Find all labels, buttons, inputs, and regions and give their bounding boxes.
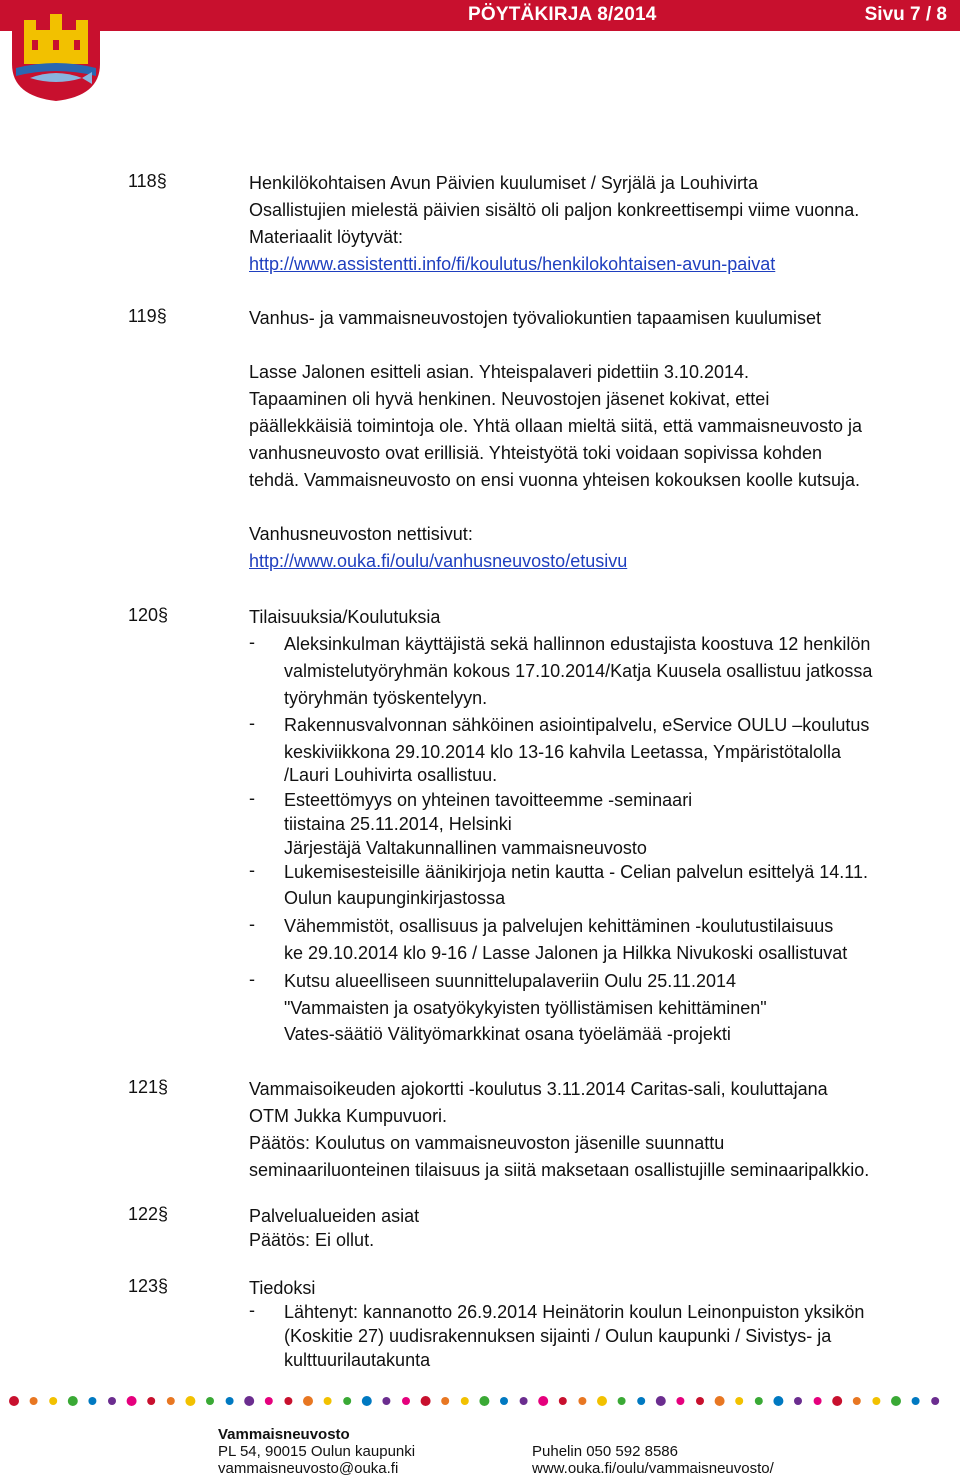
decorative-dot bbox=[461, 1397, 469, 1405]
section-122-number: 122§ bbox=[128, 1204, 169, 1224]
s119-line-3: päällekkäisiä toimintoja ole. Yhtä ollaan mieltä siitä, että vammaisneuvosto ja bbox=[249, 416, 862, 436]
s120-item-6-line-1: Kutsu alueelliseen suunnittelupalaveriin Oulu 25.11.2014 bbox=[284, 971, 736, 991]
decorative-dot bbox=[676, 1397, 684, 1405]
decorative-dot bbox=[147, 1397, 155, 1405]
section-119-number: 119§ bbox=[128, 306, 167, 326]
s120-item-5-line-2: ke 29.10.2014 klo 9-16 / Lasse Jalonen ja Hilkka Nivukoski osallistuvat bbox=[284, 943, 848, 963]
s121-line-2: OTM Jukka Kumpuvuori. bbox=[249, 1106, 448, 1126]
s120-item-2-line-1: Rakennusvalvonnan sähköinen asiointipalvelu, eService OULU –koulutus bbox=[284, 715, 870, 735]
decorative-dot bbox=[931, 1397, 939, 1405]
decorative-dot bbox=[715, 1396, 725, 1406]
s123-item-line-1: Lähtenyt: kannanotto 26.9.2014 Heinätorin koulun Leinonpuiston yksikön bbox=[284, 1302, 865, 1322]
s120-title: Tilaisuuksia/Koulutuksia bbox=[249, 607, 441, 627]
decorative-dot bbox=[773, 1396, 783, 1406]
decorative-dot bbox=[618, 1397, 626, 1405]
s119-title: Vanhus- ja vammaisneuvostojen työvaliokuntien tapaamisen kuulumiset bbox=[249, 308, 821, 328]
section-121-number: 121§ bbox=[128, 1077, 169, 1097]
decorative-dot bbox=[244, 1396, 254, 1406]
s120-item-3-dash: - bbox=[249, 788, 255, 808]
s118-line-2: Osallistujien mielestä päivien sisältö oli paljon konkreettisempi viime vuonna. bbox=[249, 200, 860, 220]
s121-line-4: seminaariluonteinen tilaisuus ja siitä maksetaan osallistujille seminaaripalkkio. bbox=[249, 1160, 870, 1180]
decorative-dot bbox=[362, 1396, 372, 1406]
footer-email[interactable]: vammaisneuvosto@ouka.fi bbox=[218, 1460, 399, 1477]
s119-line-5: tehdä. Vammaisneuvosto on ensi vuonna yhteisen kokouksen koolle kutsuja. bbox=[249, 470, 861, 490]
decorative-dot bbox=[9, 1396, 19, 1406]
s120-item-3-line-2: tiistaina 25.11.2014, Helsinki bbox=[284, 814, 512, 834]
s120-item-6-line-2: "Vammaisten ja osatyökykyisten työllistämisen kehittäminen" bbox=[284, 998, 767, 1018]
s120-item-1-line-1: Aleksinkulman käyttäjistä sekä hallinnon edustajista koostuva 12 henkilön bbox=[284, 634, 871, 654]
decorative-dot bbox=[343, 1397, 351, 1405]
s118-line-1: Henkilökohtaisen Avun Päivien kuulumiset / Syrjälä ja Louhivirta bbox=[249, 173, 758, 193]
s120-item-1-line-3: työryhmän työskentelyyn. bbox=[284, 688, 488, 708]
decorative-dot bbox=[127, 1396, 137, 1406]
s120-item-6-dash: - bbox=[249, 969, 255, 989]
decorative-dot bbox=[30, 1397, 38, 1405]
decorative-dot bbox=[441, 1397, 449, 1405]
decorative-dot bbox=[402, 1397, 410, 1405]
decorative-dot bbox=[265, 1397, 273, 1405]
decorative-dot bbox=[872, 1397, 880, 1405]
footer-address: PL 54, 90015 Oulun kaupunki bbox=[218, 1443, 416, 1460]
header-band bbox=[0, 0, 960, 31]
s120-item-5-dash: - bbox=[249, 914, 255, 934]
decorative-dot bbox=[891, 1396, 901, 1406]
s120-item-1-dash: - bbox=[249, 632, 255, 652]
s119-line-1: Lasse Jalonen esitteli asian. Yhteispalaveri pidettiin 3.10.2014. bbox=[249, 362, 750, 382]
s120-item-3-line-3: Järjestäjä Valtakunnallinen vammaisneuvosto bbox=[284, 838, 647, 858]
decorative-dot bbox=[696, 1397, 704, 1405]
section-120-number: 120§ bbox=[128, 605, 169, 625]
document-title: PÖYTÄKIRJA 8/2014 bbox=[468, 4, 657, 25]
page-number: Sivu 7 / 8 bbox=[864, 4, 947, 25]
s118-link[interactable]: http://www.assistentti.info/fi/koulutus/henkilokohtaisen-avun-paivat bbox=[249, 254, 776, 274]
footer-web[interactable]: www.ouka.fi/oulu/vammaisneuvosto/ bbox=[532, 1460, 774, 1477]
s120-item-2-line-3: /Lauri Louhivirta osallistuu. bbox=[284, 765, 498, 785]
section-123-number: 123§ bbox=[128, 1276, 169, 1296]
decorative-dot bbox=[912, 1397, 920, 1405]
decorative-dot bbox=[88, 1397, 96, 1405]
s120-item-3-line-1: Esteettömyys on yhteinen tavoitteemme -seminaari bbox=[284, 790, 693, 810]
decorative-dot bbox=[303, 1396, 313, 1406]
s121-line-3: Päätös: Koulutus on vammaisneuvoston jäsenille suunnattu bbox=[249, 1133, 725, 1153]
decorative-dot bbox=[108, 1397, 116, 1405]
s123-title: Tiedoksi bbox=[249, 1278, 316, 1298]
s120-item-1-line-2: valmistelutyöryhmän kokous 17.10.2014/Katja Kuusela osallistuu jatkossa bbox=[284, 661, 873, 681]
decorative-dot bbox=[538, 1396, 548, 1406]
decorative-dot bbox=[656, 1396, 666, 1406]
s120-item-4-dash: - bbox=[249, 860, 255, 880]
decorative-dot bbox=[500, 1397, 508, 1405]
oulu-crest-icon bbox=[10, 6, 102, 102]
decorative-dot bbox=[479, 1396, 489, 1406]
decorative-dot bbox=[637, 1397, 645, 1405]
decorative-dot bbox=[49, 1397, 57, 1405]
decorative-dot bbox=[735, 1397, 743, 1405]
s123-item-line-2: (Koskitie 27) uudisrakennuksen sijainti / Oulun kaupunki / Sivistys- ja bbox=[284, 1326, 832, 1346]
decorative-dot bbox=[324, 1397, 332, 1405]
decorative-dot bbox=[68, 1396, 78, 1406]
s122-line-2: Päätös: Ei ollut. bbox=[249, 1230, 375, 1250]
decorative-dot bbox=[597, 1396, 607, 1406]
decorative-dot-row bbox=[6, 1394, 956, 1408]
s122-line-1: Palvelualueiden asiat bbox=[249, 1206, 420, 1226]
s120-item-6-line-3: Vates-säätiö Välityömarkkinat osana työelämää -projekti bbox=[284, 1024, 731, 1044]
footer-phone: Puhelin 050 592 8586 bbox=[532, 1443, 678, 1460]
s120-item-2-dash: - bbox=[249, 713, 255, 733]
section-118-number: 118§ bbox=[128, 171, 167, 191]
decorative-dot bbox=[794, 1397, 802, 1405]
s119-line-2: Tapaaminen oli hyvä henkinen. Neuvostojen jäsenet kokivat, ettei bbox=[249, 389, 770, 409]
s119-link-label: Vanhusneuvoston nettisivut: bbox=[249, 524, 473, 544]
decorative-dot bbox=[559, 1397, 567, 1405]
decorative-dot bbox=[520, 1397, 528, 1405]
decorative-dot bbox=[185, 1396, 195, 1406]
s120-item-4-line-1: Lukemisesteisille äänikirjoja netin kautta - Celian palvelun esittelyä 14.11. bbox=[284, 862, 868, 882]
decorative-dot bbox=[832, 1396, 842, 1406]
s121-line-1: Vammaisoikeuden ajokortti -koulutus 3.11.2014 Caritas-sali, kouluttajana bbox=[249, 1079, 828, 1099]
s120-item-5-line-1: Vähemmistöt, osallisuus ja palvelujen kehittäminen -koulutustilaisuus bbox=[284, 916, 834, 936]
s123-item-line-3: kulttuurilautakunta bbox=[284, 1350, 431, 1370]
decorative-dot bbox=[382, 1397, 390, 1405]
decorative-dot bbox=[814, 1397, 822, 1405]
s120-item-2-line-2: keskiviikkona 29.10.2014 klo 13-16 kahvila Leetassa, Ympäristötalolla bbox=[284, 742, 841, 762]
s120-item-4-line-2: Oulun kaupunginkirjastossa bbox=[284, 888, 506, 908]
s123-item-dash: - bbox=[249, 1300, 255, 1320]
s119-link[interactable]: http://www.ouka.fi/oulu/vanhusneuvosto/etusivu bbox=[249, 551, 628, 571]
decorative-dot bbox=[226, 1397, 234, 1405]
decorative-dot bbox=[167, 1397, 175, 1405]
footer-org: Vammaisneuvosto bbox=[218, 1426, 350, 1443]
decorative-dot bbox=[284, 1397, 292, 1405]
decorative-dot bbox=[853, 1397, 861, 1405]
decorative-dot bbox=[755, 1397, 763, 1405]
decorative-dot bbox=[206, 1397, 214, 1405]
decorative-dot bbox=[578, 1397, 586, 1405]
s119-line-4: vanhusneuvosto ovat erillisiä. Yhteistyötä toki voidaan sopivissa kohden bbox=[249, 443, 823, 463]
decorative-dot bbox=[421, 1396, 431, 1406]
s118-line-3: Materiaalit löytyvät: bbox=[249, 227, 404, 247]
